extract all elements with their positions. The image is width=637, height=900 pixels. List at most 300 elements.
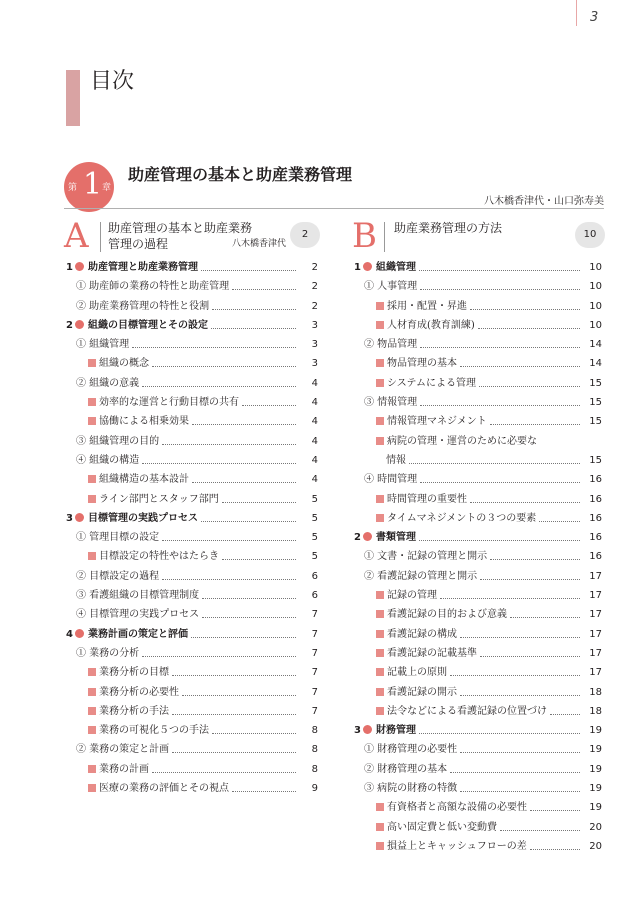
toc-heading-bar — [66, 70, 80, 126]
dot-leader — [232, 791, 296, 792]
toc-entry-page: 19 — [589, 802, 602, 814]
toc-entry[interactable] — [354, 297, 602, 316]
red-dot-icon — [75, 320, 84, 329]
toc-entry-text: 効率的な運営と行動目標の共有 — [99, 397, 239, 409]
toc-entry[interactable] — [354, 760, 602, 779]
toc-entry-text: ① 組織管理 — [76, 339, 130, 351]
toc-entry-page: 3 — [311, 358, 318, 370]
toc-entry-page: 7 — [311, 647, 318, 659]
toc-entry-page: 6 — [311, 570, 318, 582]
toc-entry[interactable] — [66, 740, 318, 759]
dot-leader — [419, 270, 580, 271]
section-a-title-line2[interactable]: 管理の過程 — [108, 237, 169, 251]
toc-entry-label — [376, 605, 510, 624]
toc-entry-label — [76, 451, 142, 470]
toc-entry-text: ③ 看護組織の目標管理制度 — [76, 590, 200, 602]
toc-entry-label — [88, 393, 242, 412]
dot-leader — [470, 309, 580, 310]
dot-leader — [480, 579, 580, 580]
chapter-authors: 八木橋香津代・山口弥寿美 — [484, 196, 604, 207]
toc-entry-label — [364, 277, 420, 296]
dot-leader — [490, 559, 580, 560]
dot-leader — [550, 714, 580, 715]
toc-entry-text: システムによる管理 — [387, 377, 476, 389]
toc-entry-page: 14 — [589, 339, 602, 351]
dot-leader — [202, 598, 296, 599]
toc-entry-number: 4 — [66, 628, 73, 640]
toc-entry-label — [364, 335, 420, 354]
dot-leader — [460, 791, 580, 792]
dot-leader — [450, 675, 580, 676]
chapter-title[interactable]: 助産管理の基本と助産業務管理 — [128, 165, 353, 184]
toc-entry[interactable] — [354, 393, 602, 412]
toc-entry[interactable] — [66, 470, 318, 489]
dot-leader — [142, 656, 296, 657]
page-rule — [576, 0, 577, 26]
toc-entry-text: 業務計画の策定と評価 — [87, 628, 188, 640]
toc-entry-page: 4 — [311, 416, 318, 428]
toc-entry-number: 1 — [66, 262, 73, 273]
section-b-page: 10 — [575, 222, 605, 248]
toc-entry[interactable] — [354, 374, 602, 393]
toc-entry[interactable] — [66, 297, 318, 316]
toc-entry[interactable] — [66, 258, 318, 277]
toc-entry-label — [376, 798, 530, 817]
toc-entry-text: ④ 組織の構造 — [76, 454, 140, 466]
dot-leader — [490, 424, 580, 425]
toc-entry-number: 3 — [66, 512, 73, 524]
toc-entry-page: 7 — [311, 686, 318, 698]
toc-entry[interactable] — [354, 740, 602, 759]
toc-entry[interactable] — [66, 432, 318, 451]
toc-entry[interactable] — [66, 547, 318, 566]
toc-entry-text: タイムマネジメントの３つの要素 — [387, 512, 537, 524]
toc-entry[interactable] — [354, 567, 602, 586]
square-bullet-icon — [376, 823, 384, 831]
dot-leader — [172, 752, 296, 753]
dot-leader — [460, 366, 580, 367]
square-bullet-icon — [376, 688, 384, 696]
toc-entry[interactable] — [66, 644, 318, 663]
toc-entry-label — [88, 702, 172, 721]
square-bullet-icon — [376, 359, 384, 367]
toc-entry-label — [88, 412, 192, 431]
toc-entry[interactable] — [354, 509, 602, 528]
square-bullet-icon — [376, 630, 384, 638]
toc-entry[interactable] — [66, 335, 318, 354]
toc-entry-text: ③ 病院の財務の特徴 — [364, 783, 458, 795]
toc-entry-label — [376, 663, 450, 682]
toc-entry-text: 法令などによる看護記録の位置づけ — [387, 705, 547, 717]
square-bullet-icon — [88, 417, 96, 425]
toc-entry-label — [354, 721, 419, 740]
toc-entry-page: 6 — [311, 590, 318, 602]
toc-entry-text: 目標管理の実践プロセス — [87, 512, 198, 524]
square-bullet-icon — [88, 765, 96, 773]
toc-entry-label — [364, 567, 480, 586]
toc-entry-page: 2 — [311, 300, 318, 312]
dot-leader — [201, 521, 296, 522]
toc-entry[interactable] — [66, 451, 318, 470]
toc-entry-text: 時間管理の重要性 — [387, 493, 467, 505]
toc-entry-page: 8 — [311, 725, 318, 737]
toc-entry-text: 損益上とキャッシュフローの差 — [387, 840, 527, 852]
toc-entry[interactable] — [354, 490, 602, 509]
toc-entry[interactable] — [354, 432, 602, 451]
toc-entry-page: 10 — [589, 281, 602, 293]
toc-entry[interactable] — [354, 779, 602, 798]
toc-entry-label — [376, 316, 478, 335]
toc-entry-page: 8 — [311, 744, 318, 756]
red-dot-icon — [75, 629, 84, 638]
toc-entry-label — [376, 644, 480, 663]
toc-entry-text: ② 組織の意義 — [76, 377, 140, 389]
toc-entry[interactable] — [66, 354, 318, 373]
toc-entry[interactable] — [354, 721, 602, 740]
toc-entry[interactable] — [66, 625, 318, 644]
toc-entry[interactable] — [354, 798, 602, 817]
toc-entry-page: 7 — [311, 609, 318, 621]
toc-entry-page: 7 — [311, 628, 318, 640]
toc-entry-label — [376, 374, 479, 393]
toc-entry-page: 16 — [589, 474, 602, 486]
square-bullet-icon — [376, 707, 384, 715]
dot-leader — [539, 521, 580, 522]
toc-entry-page: 19 — [589, 783, 602, 795]
toc-entry-label — [364, 740, 460, 759]
toc-entry[interactable] — [66, 528, 318, 547]
section-b-divider — [384, 222, 385, 252]
section-a-author: 八木橋香津代 — [232, 239, 287, 249]
toc-entry[interactable] — [354, 277, 602, 296]
chapter-number: 1 — [83, 167, 103, 202]
toc-entry-label — [76, 567, 162, 586]
toc-entry-text: ① 人事管理 — [364, 281, 418, 293]
toc-entry-page: 15 — [589, 416, 602, 428]
dot-leader — [420, 405, 580, 406]
toc-entry-label — [88, 490, 222, 509]
toc-entry-text: 書類管理 — [375, 532, 416, 544]
toc-entry[interactable] — [66, 490, 318, 509]
dot-leader — [232, 289, 296, 290]
dot-leader — [470, 502, 580, 503]
toc-entry-text: 採用・配置・昇進 — [387, 300, 467, 312]
square-bullet-icon — [376, 495, 384, 503]
toc-entry-text: 記録の管理 — [387, 590, 437, 602]
square-bullet-icon — [376, 803, 384, 811]
toc-entry-text: ④ 目標管理の実践プロセス — [76, 609, 200, 621]
toc-entry-page: 2 — [311, 281, 318, 293]
square-bullet-icon — [88, 475, 96, 483]
toc-entry-page: 3 — [311, 319, 318, 331]
dot-leader — [142, 386, 296, 387]
toc-entry-label — [88, 760, 152, 779]
toc-entry[interactable] — [354, 547, 602, 566]
toc-entry-label — [76, 644, 142, 663]
toc-entry-label — [364, 779, 460, 798]
toc-entry-page: 17 — [589, 628, 602, 640]
toc-entry-text: 業務分析の手法 — [99, 705, 169, 717]
toc-entry-label — [376, 702, 550, 721]
toc-entry-label — [76, 374, 142, 393]
square-bullet-icon — [88, 552, 96, 560]
dot-leader — [162, 444, 296, 445]
toc-entry-label — [376, 818, 500, 837]
toc-entry-label — [88, 547, 222, 566]
toc-entry-page: 17 — [589, 609, 602, 621]
toc-entry-label — [66, 509, 201, 528]
toc-entry-label — [76, 297, 212, 316]
toc-entry-text: 業務の計画 — [99, 763, 149, 775]
square-bullet-icon — [88, 707, 96, 715]
square-bullet-icon — [88, 726, 96, 734]
dot-leader — [222, 559, 296, 560]
toc-entry[interactable] — [354, 470, 602, 489]
toc-entry[interactable] — [66, 586, 318, 605]
toc-entry-page: 9 — [311, 783, 318, 795]
toc-entry-page: 17 — [589, 667, 602, 679]
section-a-title-line1[interactable]: 助産管理の基本と助産業務 — [108, 221, 253, 235]
toc-entry-label — [376, 837, 530, 856]
toc-entry[interactable] — [66, 721, 318, 740]
toc-entry-text: 組織の目標管理とその設定 — [87, 319, 208, 331]
toc-entry-page: 16 — [589, 493, 602, 505]
toc-entry-label — [88, 354, 152, 373]
toc-entry-page: 20 — [589, 840, 602, 852]
section-a-divider — [100, 222, 101, 252]
toc-entry-page: 14 — [589, 358, 602, 370]
toc-entry-text: 医療の業務の評価とその視点 — [99, 783, 229, 795]
square-bullet-icon — [88, 668, 96, 676]
toc-entry-page: 4 — [311, 454, 318, 466]
toc-entry-text: 助産管理と助産業務管理 — [87, 262, 198, 273]
toc-entry[interactable] — [354, 625, 602, 644]
toc-entry-label — [376, 490, 470, 509]
toc-entry-text: 業務分析の必要性 — [99, 686, 179, 698]
toc-entry-page: 18 — [589, 686, 602, 698]
dot-leader — [530, 849, 580, 850]
toc-entry-label — [66, 625, 191, 644]
dot-leader — [201, 270, 296, 271]
toc-entry-text: 有資格者と高額な設備の必要性 — [387, 802, 527, 814]
toc-entry-text: 看護記録の目的および意義 — [387, 609, 507, 621]
toc-entry-text: 業務の可視化５つの手法 — [99, 725, 209, 737]
dot-leader — [242, 405, 296, 406]
dot-leader — [460, 752, 580, 753]
page-number: 3 — [590, 10, 599, 25]
toc-entry-label — [364, 393, 420, 412]
toc-entry-page: 10 — [589, 319, 602, 331]
square-bullet-icon — [376, 302, 384, 310]
toc-entry-text: ライン部門とスタッフ部門 — [99, 493, 219, 505]
toc-entry-text: 看護記録の構成 — [387, 628, 457, 640]
section-a-letter: A — [64, 216, 89, 256]
toc-entry[interactable] — [354, 605, 602, 624]
toc-heading: 目次 — [90, 69, 135, 94]
toc-entry[interactable] — [66, 760, 318, 779]
toc-entry-label — [88, 683, 182, 702]
toc-entry-label — [364, 470, 420, 489]
square-bullet-icon — [376, 649, 384, 657]
square-bullet-icon — [376, 379, 384, 387]
dot-leader — [420, 482, 580, 483]
toc-entry-page: 20 — [589, 821, 602, 833]
square-bullet-icon — [376, 668, 384, 676]
dot-leader — [152, 772, 296, 773]
section-a-page: 2 — [290, 222, 320, 248]
dot-leader — [172, 714, 296, 715]
toc-entry-text: 財務管理 — [375, 725, 416, 737]
toc-entry[interactable] — [66, 316, 318, 335]
toc-entry-label — [376, 586, 440, 605]
toc-entry-page: 15 — [589, 377, 602, 389]
chapter-prefix: 第 — [68, 183, 78, 193]
dot-leader — [222, 502, 296, 503]
square-bullet-icon — [88, 784, 96, 792]
toc-entry-text: ① 管理目標の設定 — [76, 532, 160, 544]
square-bullet-icon — [376, 417, 384, 425]
toc-entry[interactable] — [354, 528, 602, 547]
toc-entry[interactable] — [66, 702, 318, 721]
toc-entry-text: ② 財務管理の基本 — [364, 763, 448, 775]
toc-entry-label — [376, 509, 539, 528]
toc-entry-label — [76, 586, 202, 605]
toc-entry[interactable] — [66, 605, 318, 624]
toc-entry-text: ① 財務管理の必要性 — [364, 744, 458, 756]
square-bullet-icon — [376, 591, 384, 599]
toc-entry-page: 15 — [589, 397, 602, 409]
chapter-suffix: 章 — [102, 183, 112, 193]
square-bullet-icon — [376, 514, 384, 522]
section-b-letter: B — [352, 216, 377, 256]
toc-entry[interactable] — [354, 586, 602, 605]
toc-entry-label — [76, 740, 172, 759]
toc-entry[interactable] — [354, 316, 602, 335]
toc-entry-text: 人材育成(教育訓練) — [387, 319, 475, 331]
toc-entry-text: ④ 時間管理 — [364, 474, 418, 486]
toc-entry-label — [88, 663, 172, 682]
toc-entry-label — [76, 432, 162, 451]
toc-entry-label — [354, 258, 419, 277]
toc-entry-text: ① 業務の分析 — [76, 647, 140, 659]
dot-leader — [450, 772, 580, 773]
dot-leader — [172, 675, 296, 676]
toc-column-a — [66, 258, 318, 798]
toc-entry[interactable] — [354, 818, 602, 837]
dot-leader — [530, 810, 580, 811]
toc-entry-text: ② 助産業務管理の特性と役割 — [76, 300, 210, 312]
toc-entry-text: 看護記録の開示 — [387, 686, 457, 698]
toc-entry-text: 目標設定の特性やはたらき — [99, 551, 219, 563]
toc-entry-label — [376, 683, 460, 702]
toc-entry[interactable] — [66, 412, 318, 431]
dot-leader — [192, 482, 296, 483]
toc-entry[interactable] — [354, 354, 602, 373]
dot-leader — [162, 579, 296, 580]
toc-entry-text: 組織の概念 — [99, 358, 149, 370]
dot-leader — [419, 540, 580, 541]
toc-entry[interactable] — [66, 779, 318, 798]
toc-entry-page: 5 — [311, 493, 318, 505]
toc-entry[interactable] — [66, 277, 318, 296]
dot-leader — [500, 830, 580, 831]
toc-entry[interactable] — [66, 683, 318, 702]
toc-entry[interactable] — [66, 393, 318, 412]
toc-entry-number: 1 — [354, 262, 361, 273]
toc-entry-page: 5 — [311, 512, 318, 524]
toc-entry-label — [376, 625, 460, 644]
dot-leader — [182, 695, 296, 696]
toc-entry-number: 2 — [354, 532, 361, 544]
toc-entry[interactable] — [354, 837, 602, 856]
toc-entry-number: 2 — [66, 319, 73, 331]
toc-entry-page: 4 — [311, 377, 318, 389]
toc-entry-label — [88, 779, 232, 798]
dot-leader — [211, 328, 296, 329]
toc-entry[interactable] — [354, 412, 602, 431]
toc-entry-page: 16 — [589, 532, 602, 544]
toc-entry-page: 4 — [311, 474, 318, 486]
toc-entry[interactable] — [354, 335, 602, 354]
toc-entry[interactable] — [354, 663, 602, 682]
toc-entry-text: 看護記録の記載基準 — [387, 647, 477, 659]
toc-entry-text: 組織構造の基本設計 — [99, 474, 189, 486]
toc-entry-page: 19 — [589, 744, 602, 756]
dot-leader — [460, 637, 580, 638]
toc-entry-page: 18 — [589, 705, 602, 717]
toc-entry[interactable] — [354, 258, 602, 277]
toc-entry[interactable] — [354, 683, 602, 702]
toc-entry-page: 4 — [311, 397, 318, 409]
toc-entry[interactable] — [354, 451, 602, 470]
toc-entry-text: ② 業務の策定と計画 — [76, 744, 170, 756]
toc-entry[interactable] — [66, 567, 318, 586]
toc-entry-page: 5 — [311, 551, 318, 563]
dot-leader — [420, 289, 580, 290]
square-bullet-icon — [376, 321, 384, 329]
section-b-title[interactable]: 助産業務管理の方法 — [394, 221, 503, 235]
toc-entry-text: 物品管理の基本 — [387, 358, 457, 370]
toc-entry-page: 3 — [311, 339, 318, 351]
toc-entry-label — [76, 528, 162, 547]
toc-entry-label — [364, 547, 490, 566]
toc-entry-text: ② 目標設定の過程 — [76, 570, 160, 582]
toc-entry-text: ③ 組織管理の目的 — [76, 435, 160, 447]
dot-leader — [142, 463, 296, 464]
toc-entry-page: 7 — [311, 667, 318, 679]
toc-entry-label — [376, 354, 460, 373]
toc-entry[interactable] — [354, 644, 602, 663]
toc-entry-page: 19 — [589, 725, 602, 737]
dot-leader — [152, 366, 296, 367]
square-bullet-icon — [376, 842, 384, 850]
toc-entry[interactable] — [66, 374, 318, 393]
toc-entry-text: 業務分析の目標 — [99, 667, 169, 679]
toc-entry-text: ① 助産師の業務の特性と助産管理 — [76, 281, 230, 293]
toc-entry-text: 情報管理マネジメント — [387, 416, 487, 428]
toc-entry-text: 高い固定費と低い変動費 — [387, 821, 497, 833]
toc-entry[interactable] — [354, 702, 602, 721]
toc-entry-label — [354, 528, 419, 547]
toc-entry-page: 17 — [589, 590, 602, 602]
dot-leader — [202, 617, 296, 618]
toc-entry[interactable] — [66, 509, 318, 528]
toc-entry-label — [364, 760, 450, 779]
toc-entry[interactable] — [66, 663, 318, 682]
dot-leader — [510, 617, 580, 618]
toc-entry-label — [376, 297, 470, 316]
red-dot-icon — [75, 262, 84, 271]
